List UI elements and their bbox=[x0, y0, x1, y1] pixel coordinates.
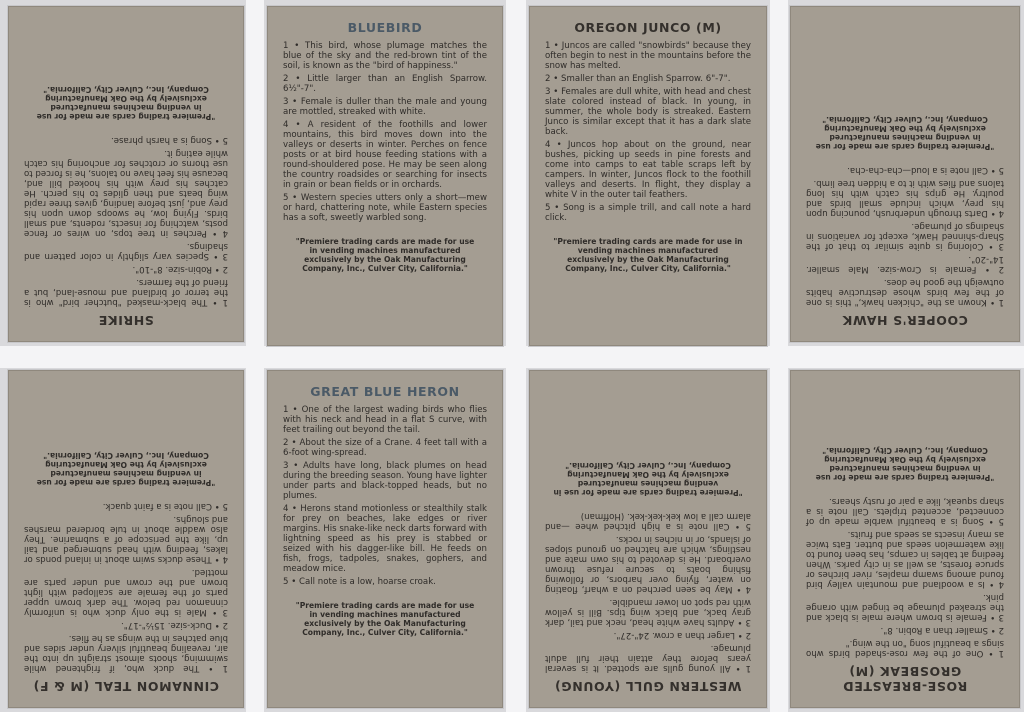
card-title: BLUEBIRD bbox=[347, 20, 423, 35]
card-paragraph: 2 • Little larger than an English Sparrow. 6½"-7". bbox=[283, 74, 487, 94]
card-paragraph: 4 • Darts through underbrush, pouncing upon his prey, which include small birds and poultry. He grips his catch with his long talons and flies with it to a hidden tree limb. bbox=[806, 178, 1004, 218]
card-paragraph: 5 • Call note is a faint quack. bbox=[102, 501, 228, 511]
card-paragraph: 5 • Call note is a high pitched whee —and alarm call a low kek-kek-kek. (Hoffman) bbox=[545, 511, 751, 531]
card-footer: "Premiere trading cards are made for use in vending machines manufactured exclusively by the Oak Manufacturing Company, Inc., Culver City, California." bbox=[295, 601, 475, 637]
card-paragraph: 1 • Juncos are called "snowbirds" because they often begin to nest in the mountains before the snow has melted. bbox=[545, 41, 751, 71]
card-paragraph: 4 • Herons stand motionless or stealthily stalk for prey on beaches, lake edges or river margins. His snake-like neck darts forward with lightning speed as his prey is stabbed or seized with his dagger-like bill. He feeds on fish, frogs, tadpoles, snakes, gophers, and meadow mice. bbox=[283, 504, 487, 574]
card-paragraph: 3 • Females are dull white, with head and chest slate colored instead of black. In young, in summer, the whole body is streaked. Eastern Junco is similar except that it has a dark slate back. bbox=[545, 87, 751, 137]
card-paragraph: 4 • A resident of the foothills and lower mountains, this bird moves down into the valleys or deserts in winter. Perches on fence posts or at bird house feeding stations with a round-shouldered pose. He may be seen along the country roadsides or searching for insects in grain or bean fields or in orchards. bbox=[283, 120, 487, 190]
card-footer: "Premiere trading cards are made for use in vending machines manufactured exclusively by the Oak Manufacturing Company, Inc., Culver City, California." bbox=[553, 461, 743, 497]
card-cinnamon-teal bbox=[8, 370, 244, 708]
card-footer: "Premiere trading cards are made for use in vending machines manufactured exclusively by the Oak Manufacturing Company, Inc., Culver City, California." bbox=[815, 115, 995, 151]
card-coopers-hawk bbox=[790, 6, 1020, 342]
card-paragraph: 4 • May be seen perched on a wharf, floating on water, flying over harbors, or following fishing boats to secure refuse thrown overboard. He is devoted to his own mate and nestlings, which are hatched on ground slopes of islands, or in niches in rocks. bbox=[545, 534, 751, 594]
card-oregon-junco bbox=[529, 6, 767, 346]
card-title: CINNAMON TEAL (M & F) bbox=[33, 679, 219, 694]
card-paragraph: 5 • Song is a beautiful warble made up of connected, accented triplets. Call note is a sharp squeak, like a pair of rusty shears. bbox=[806, 496, 1004, 526]
card-paragraph: 1 • Known as the "chicken hawk," this is one of the few birds whose destructive habits outweigh the good he does. bbox=[806, 277, 1004, 307]
card-title: OREGON JUNCO (M) bbox=[574, 20, 722, 35]
card-rose-breasted-grosbeak bbox=[790, 370, 1020, 708]
card-title: GREAT BLUE HERON bbox=[310, 384, 460, 399]
card-paragraph: 3 • Species vary slightly in color pattern and shadings. bbox=[24, 241, 228, 261]
card-paragraph: 2 • Smaller than a Robin. 8". bbox=[880, 625, 1004, 635]
card-paragraph: 2 • Duck-size. 15½"-17". bbox=[121, 620, 228, 630]
card-great-blue-heron bbox=[267, 370, 503, 708]
card-paragraph: 3 • Adults have white head, neck and tail, dark gray back, and black wing tips. Bill is yellow with red spot on lower mandible. bbox=[545, 597, 751, 627]
card-paragraph: 1 • One of the largest wading birds who flies with his neck and head in a flat S curve, with feet trailing out beyond the tail. bbox=[283, 405, 487, 435]
card-paragraph: 5 • Song is a harsh phrase. bbox=[110, 135, 228, 145]
card-paragraph: 4 • Is a woodland and mountain valley bird found among swamp maples, river birches or spruce forests, as well as in city parks. When feeding at tables in camps, has been found to like watermelon seeds and butter. Eats twice as many insects as seeds and fruits. bbox=[806, 529, 1004, 589]
card-paragraph: 2 • Robin-size. 8"-10". bbox=[132, 264, 228, 274]
card-paragraph: 2 • Female is Crow-size. Male smaller. 14"-20". bbox=[806, 254, 1004, 274]
card-paragraph: 5 • Call note is a low, hoarse croak. bbox=[283, 577, 436, 587]
card-paragraph: 3 • Adults have long, black plumes on head during the breeding season. Young have lighter under parts and black-topped heads, but no plumes. bbox=[283, 461, 487, 501]
card-paragraph: 4 • These ducks swim about in inland ponds or lakes, feeding with head submerged and tail up, like the periscope of a submarine. They also waddle about in tule bordered marshes and sloughs. bbox=[24, 514, 228, 564]
card-paragraph: 3 • Coloring is quite similar to that of the Sharp-shinned Hawk, except for variations in shadings of plumage. bbox=[806, 221, 1004, 251]
sleeve-divider-2 bbox=[506, 0, 526, 712]
card-paragraph: 1 • The duck who, if frightened while swimming, shoots almost straight up into the air, revealing beautiful silvery under sides and blue patches in the wings as he flies. bbox=[24, 633, 228, 673]
card-paragraph: 3 • Female is brown where male is black and the streaked plumage be tinged with orange pink. bbox=[806, 592, 1004, 622]
card-footer: "Premiere trading cards are made for use in vending machines manufactured exclusively by the Oak Manufacturing Company, Inc., Culver City, California." bbox=[36, 85, 216, 121]
sleeve-divider-3 bbox=[770, 0, 788, 712]
card-footer: "Premiere trading cards are made for use in vending machines manufactured exclusively by the Oak Manufacturing Company, Inc., Culver City, California." bbox=[295, 237, 475, 273]
card-paragraph: 1 • The black-masked "butcher bird" who is the terror of birdland and mouse-land, but a friend of the farmers. bbox=[24, 277, 228, 307]
card-paragraph: 1 • This bird, whose plumage matches the blue of the sky and the red-brown tint of the soil, is known as the "bird of happiness." bbox=[283, 41, 487, 71]
card-paragraph: 1 • One of the few rose-shaded birds who sings a beautiful song "on the wing." bbox=[806, 638, 1004, 658]
card-shrike bbox=[8, 6, 244, 342]
card-paragraph: 5 • Call note is a loud—cha-cha-cha. bbox=[847, 165, 1004, 175]
card-footer: "Premiere trading cards are made for use in vending machines manufactured exclusively by the Oak Manufacturing Company, Inc., Culver City, California." bbox=[36, 451, 216, 487]
card-paragraph: 3 • Male is the only duck who is uniformly cinnamon red below. The dark brown upper parts of the female are scalloped with light brown and the crown and under parts are mottled. bbox=[24, 567, 228, 617]
card-title: COOPER'S HAWK bbox=[842, 313, 968, 328]
card-paragraph: 5 • Song is a simple trill, and call note a hard click. bbox=[545, 203, 751, 223]
sleeve-divider-1 bbox=[246, 0, 264, 712]
card-title: WESTERN GULL (YOUNG) bbox=[554, 679, 742, 694]
card-title: ROSE-BREASTED GROSBEAK (M) bbox=[842, 664, 968, 694]
card-paragraph: 2 • About the size of a Crane. 4 feet tall with a 6-foot wing-spread. bbox=[283, 438, 487, 458]
card-paragraph: 4 • Juncos hop about on the ground, near bushes, picking up seeds in pine forests and come into camps to eat table scraps left by campers. In winter, Juncos flock to the foothill valleys and deserts. In flight, they display a white V in the outer tail feathers. bbox=[545, 140, 751, 200]
card-bluebird bbox=[267, 6, 503, 346]
card-paragraph: 5 • Western species utters only a short—mew or hard, chattering note, while Eastern species has a soft, sweetly warbled song. bbox=[283, 193, 487, 223]
card-paragraph: 2 • Smaller than an English Sparrow. 6"-7". bbox=[545, 74, 731, 84]
card-title: SHRIKE bbox=[98, 313, 154, 328]
card-paragraph: 2 • Larger than a crow. 24"-27". bbox=[613, 630, 751, 640]
card-footer: "Premiere trading cards are made for use in vending machines manufactured exclusively by the Oak Manufacturing Company, Inc., Culver City, California." bbox=[815, 446, 995, 482]
card-footer: "Premiere trading cards are made for use in vending machines manufactured exclusively by the Oak Manufacturing Company, Inc., Culver City, California." bbox=[553, 237, 743, 273]
card-western-gull bbox=[529, 370, 767, 708]
card-paragraph: 4 • Perches in tree tops, on wires or fence posts, watching for insects, rodents, and small birds. Flying low, he swoops down upon his prey and, just before landing, gives three rapid wing beats and then glides to his perch. He catches his prey with his hooked bill and, because his feet have no talons, he is forced to use thorns or crotches for anchoring his catch while eating it. bbox=[24, 148, 228, 238]
card-paragraph: 3 • Female is duller than the male and young are mottled, streaked with white. bbox=[283, 97, 487, 117]
card-paragraph: 1 • All young gulls are spotted. It is several years before they attain their full adult plumage. bbox=[545, 643, 751, 673]
